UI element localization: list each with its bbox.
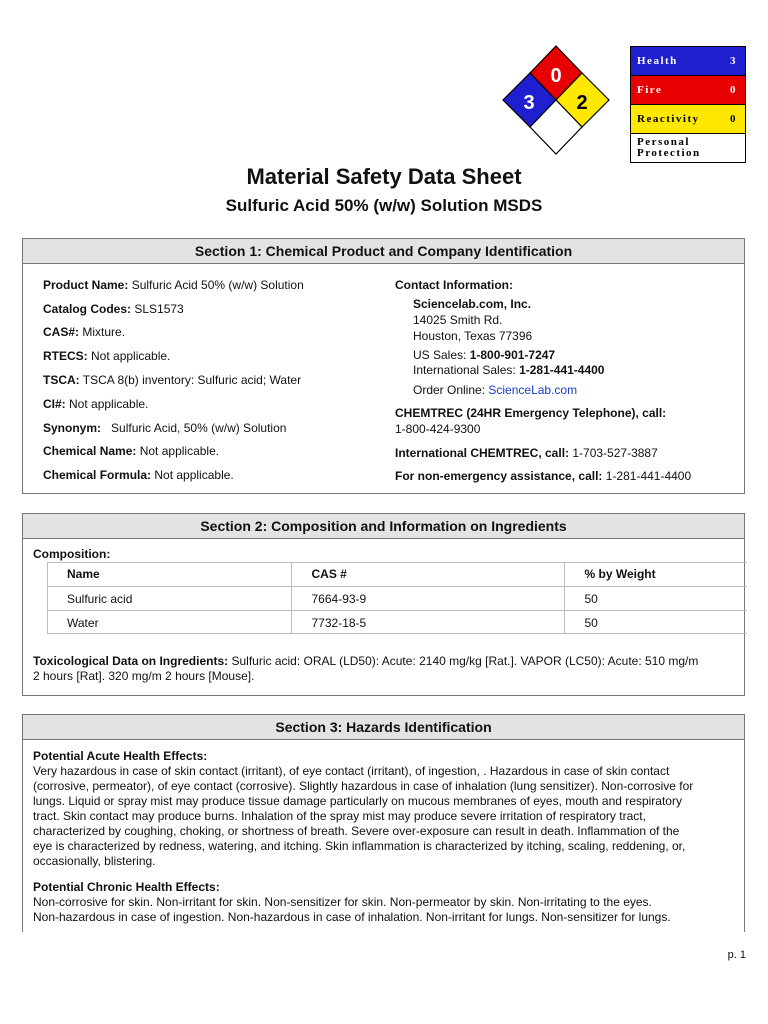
- column-header-weight: % by Weight: [564, 562, 747, 587]
- hmis-fire-label: Fire: [637, 84, 663, 96]
- hmis-reactivity-row: [631, 105, 745, 134]
- international-chemtrec: International CHEMTREC, call: 1-703-527-3887: [395, 446, 658, 460]
- cell-cas: 7732-18-5: [291, 611, 564, 635]
- field-synonym: Synonym: Sulfuric Acid, 50% (w/w) Solution: [43, 421, 287, 435]
- non-emergency-assistance: For non-emergency assistance, call: 1-281-441-4400: [395, 469, 692, 483]
- nfpa-reactivity-value: 2: [576, 92, 588, 114]
- hmis-ppe-label-line1: Personal: [637, 136, 690, 148]
- acute-health-effects: Potential Acute Health Effects: Very hazardous in case of skin contact (irritant), of eye contact (irritant), of ingestion, . Hazardous in case of skin contact (corrosive, permeator), of eye contact (corrosive). Slightly hazardous in case of inhalation (lung sensitizer). Non-corrosive for lungs. Liquid or spray mist may produce tissue damage particularly on mucous membranes of eyes, mouth and respiratory tract. Skin contact may produce burns. Inhalation of the spray mist may produce severe irritation of respiratory tract, characterized by coughing, choking, or shortness of breath. Severe over-exposure can result in death. Inflammation of the eye is characterized by redness, watering, and itching. Skin inflammation is characterized by itching, scaling, reddening, or, occasionally, blistering.: [33, 749, 694, 868]
- table-row: [47, 587, 747, 611]
- table-header-row: [47, 562, 747, 587]
- cell-name: Water: [67, 615, 99, 630]
- address-line-2: Houston, Texas 77396: [413, 329, 533, 343]
- section-2: [22, 513, 745, 696]
- order-online-link[interactable]: ScienceLab.com: [488, 383, 578, 397]
- hmis-label: [630, 46, 746, 163]
- section-3: [22, 714, 745, 932]
- document-subtitle: Sulfuric Acid 50% (w/w) Solution MSDS: [225, 196, 543, 215]
- order-online: Order Online: ScienceLab.com: [413, 383, 578, 397]
- company-name: Sciencelab.com, Inc.: [413, 297, 532, 311]
- section-2-heading: Section 2: Composition and Information on Ingredients: [23, 514, 744, 539]
- us-sales: US Sales: 1-800-901-7247: [413, 348, 556, 362]
- hmis-ppe-label-line2: Protection: [637, 147, 701, 159]
- section-1: [22, 238, 745, 494]
- cell-name: Sulfuric acid: [47, 587, 291, 611]
- nfpa-health-value: 3: [523, 92, 535, 114]
- hmis-health-row: [631, 47, 745, 76]
- chemtrec-heading: CHEMTREC (24HR Emergency Telephone), call:: [395, 406, 667, 420]
- contact-heading: Contact Information:: [395, 278, 513, 292]
- column-header-name: Name: [47, 562, 291, 587]
- page-number: p. 1: [727, 949, 746, 961]
- column-header-cas: CAS #: [291, 562, 564, 587]
- hmis-fire-row: [631, 76, 745, 105]
- toxicological-data: Toxicological Data on Ingredients: Sulfuric acid: ORAL (LD50): Acute: 2140 mg/kg [Rat.]. VAPOR (LC50): Acute: 510 mg/m 2 hours [Rat]. 320 mg/m 2 hours [Mouse].: [33, 654, 699, 683]
- document-title: Material Safety Data Sheet: [246, 164, 522, 189]
- international-sales: International Sales: 1-281-441-4400: [413, 363, 605, 377]
- hmis-health-value: 3: [730, 55, 737, 67]
- field-tsca: TSCA: TSCA 8(b) inventory: Sulfuric acid; Water: [43, 373, 302, 387]
- section-1-heading: Section 1: Chemical Product and Company Identification: [23, 239, 744, 264]
- field-chemical-formula: Chemical Formula: Not applicable.: [43, 468, 234, 482]
- address-line-1: 14025 Smith Rd.: [413, 313, 503, 327]
- cell-cas: 7664-93-9: [291, 587, 564, 611]
- field-chemical-name: Chemical Name: Not applicable.: [43, 444, 220, 458]
- table-row: [47, 611, 747, 635]
- composition-label: Composition:: [33, 547, 111, 561]
- section-3-heading: Section 3: Hazards Identification: [23, 715, 744, 740]
- hmis-reactivity-value: 0: [730, 113, 737, 125]
- composition-table: [47, 562, 747, 634]
- hmis-ppe-row: [631, 134, 745, 162]
- field-rtecs: RTECS: Not applicable.: [43, 349, 171, 363]
- hmis-reactivity-label: Reactivity: [637, 113, 700, 125]
- field-ci: CI#: Not applicable.: [43, 397, 149, 411]
- cell-weight: 50: [564, 587, 747, 611]
- nfpa-diamond: [500, 44, 612, 160]
- nfpa-fire-value: 0: [550, 65, 562, 87]
- chronic-health-effects: Potential Chronic Health Effects: Non-corrosive for skin. Non-irritant for skin. Non-sensitizer for skin. Non-permeator by skin. Non-irritating to the eyes. Non-hazardous in case of ingestion. Non-hazardous in case of inhalation. Non-irritant for lungs. Non-sensitizer for lungs.: [33, 880, 671, 924]
- field-catalog-codes: Catalog Codes: SLS1573: [43, 302, 184, 316]
- chemtrec-phone: 1-800-424-9300: [395, 422, 481, 436]
- hmis-health-label: Health: [637, 55, 678, 67]
- field-product-name: Product Name: Sulfuric Acid 50% (w/w) Solution: [43, 278, 304, 292]
- hmis-fire-value: 0: [730, 84, 737, 96]
- field-cas: CAS#: Mixture.: [43, 325, 126, 339]
- cell-weight: 50: [564, 611, 747, 635]
